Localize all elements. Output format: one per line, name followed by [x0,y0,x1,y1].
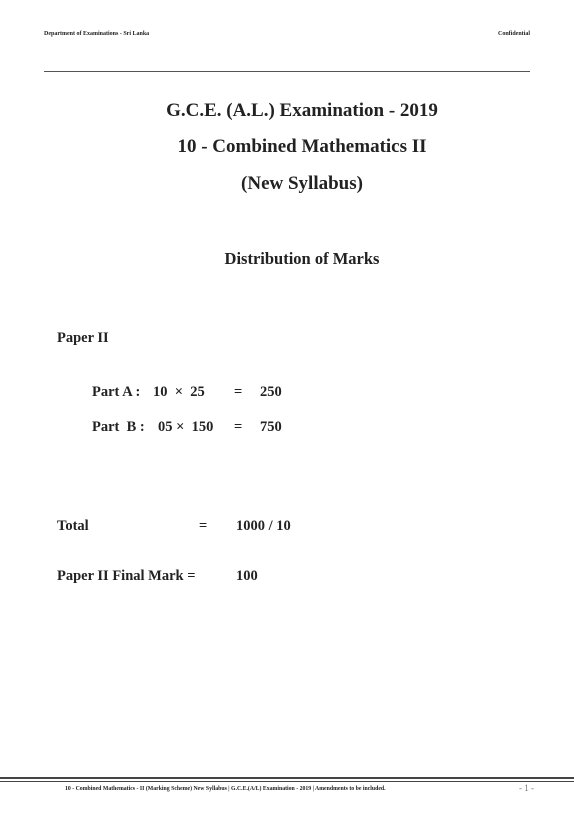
total-value: 1000 / 10 [236,518,291,534]
part-b-label: Part B : [92,419,145,435]
footer-rule-thick [0,777,574,779]
final-mark-label: Paper II Final Mark = [57,568,196,584]
page-number: - 1 - [519,783,534,793]
section-title: Distribution of Marks [224,249,380,268]
header-rule [44,71,530,72]
syllabus-title: (New Syllabus) [241,173,363,194]
subject-title: 10 - Combined Mathematics II [177,136,427,157]
paper-label: Paper II [57,330,109,346]
part-b-value: 750 [260,419,282,435]
total-label: Total [57,518,89,534]
header-department: Department of Examinations - Sri Lanka [44,31,150,37]
footer-text: 10 - Combined Mathematics - II (Marking Scheme) New Syllabus | G.C.E.(A/L) Examination - 2019 | Amendments to be included. [65,786,386,792]
exam-title: G.C.E. (A.L.) Examination - 2019 [166,100,438,121]
footer-rule-thin [0,781,574,782]
part-a-label: Part A : [92,384,141,400]
part-a-calculation: 10 × 25 [153,384,205,400]
part-b-calculation: 05 × 150 [158,419,214,435]
part-b-equals: = [234,419,243,435]
part-a-value: 250 [260,384,282,400]
final-mark-value: 100 [236,568,258,584]
page-header [44,30,530,42]
total-equals: = [199,518,208,534]
header-confidential: Confidential [497,31,530,37]
part-a-equals: = [234,384,243,400]
